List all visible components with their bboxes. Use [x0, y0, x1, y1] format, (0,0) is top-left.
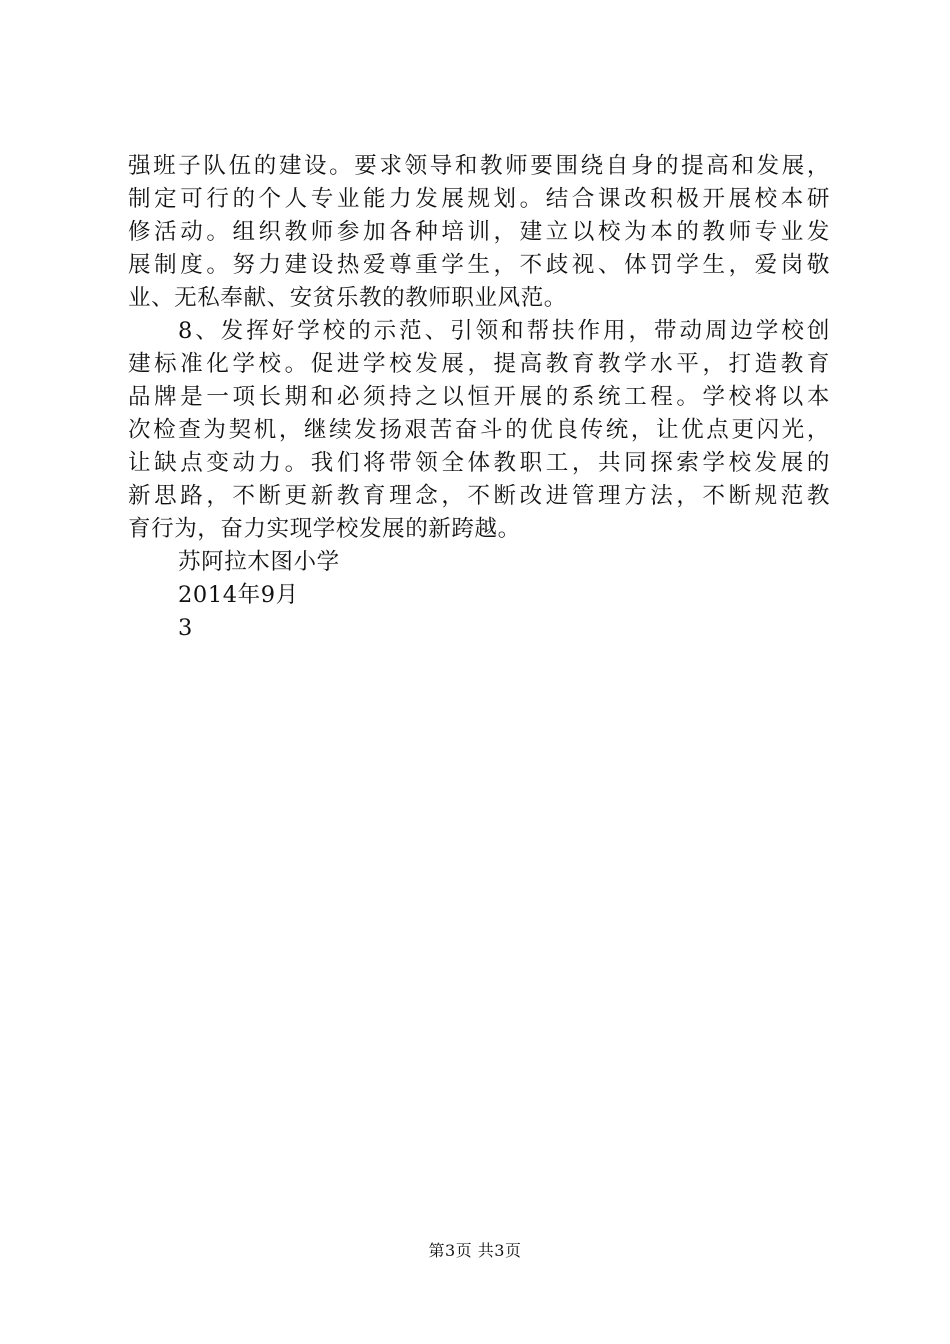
paragraph-line: 建标准化学校。促进学校发展，提高教育教学水平，打造教育 [128, 351, 830, 377]
paragraph-line: 新思路，不断更新教育理念，不断改进管理方法，不断规范教 [128, 483, 830, 509]
signature-school: 苏阿拉木图小学 [178, 549, 340, 575]
page-footer [0, 1240, 950, 1262]
document-body [128, 150, 830, 645]
page-number-label: 第3页 共3页 [428, 1241, 522, 1260]
paragraph-line: 强班子队伍的建设。要求领导和教师要围绕自身的提高和发展， [128, 153, 830, 179]
paragraph-line: 8、发挥好学校的示范、引领和帮扶作用，带动周边学校创 [178, 318, 830, 344]
paragraph-line: 制定可行的个人专业能力发展规划。结合课改积极开展校本研 [128, 186, 830, 212]
paragraph-line: 让缺点变动力。我们将带领全体教职工，共同探索学校发展的 [128, 450, 830, 476]
paragraph-line: 育行为，奋力实现学校发展的新跨越。 [128, 516, 521, 542]
paragraph-line: 业、无私奉献、安贫乐教的教师职业风范。 [128, 285, 567, 311]
paragraph-line: 修活动。组织教师参加各种培训，建立以校为本的教师专业发 [128, 219, 830, 245]
signature-number: 3 [178, 615, 193, 641]
paragraph-line: 次检查为契机，继续发扬艰苦奋斗的优良传统，让优点更闪光， [128, 417, 830, 443]
paragraph-line: 展制度。努力建设热爱尊重学生，不歧视、体罚学生，爱岗敬 [128, 252, 830, 278]
signature-date: 2014年9月 [178, 582, 299, 608]
paragraph-line: 品牌是一项长期和必须持之以恒开展的系统工程。学校将以本 [128, 384, 830, 410]
